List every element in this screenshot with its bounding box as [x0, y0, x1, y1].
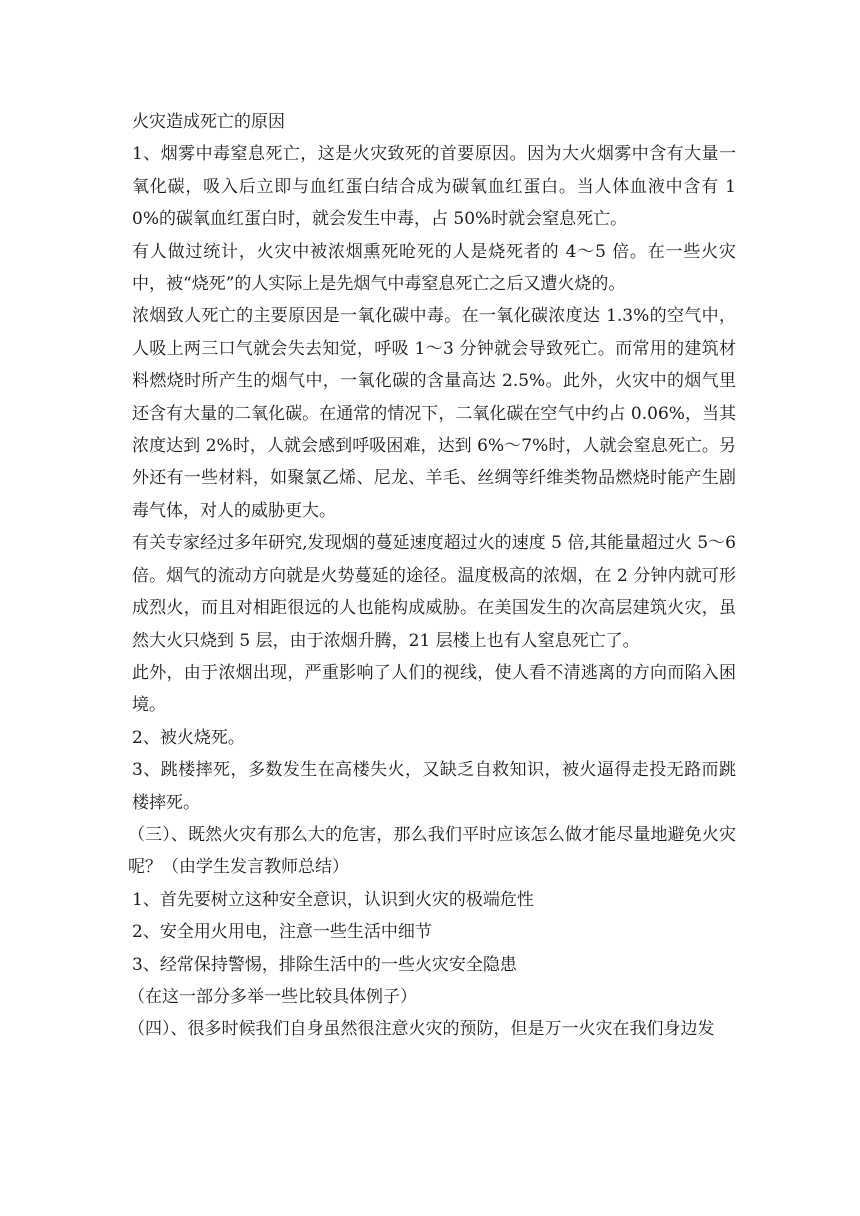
- paragraph-smoke-poisoning: 1、烟雾中毒窒息死亡，这是火灾致死的首要原因。因为大火烟雾中含有大量一氧化碳，吸入后立即与血红蛋白结合成为碳氧血红蛋白。当人体血液中含有 10%的碳氧血红蛋白时，就会发生中毒，占 50%时就会窒息死亡。: [132, 144, 736, 230]
- paragraph-examples-note: （在这一部分多举一些比较具体例子）: [128, 986, 417, 1007]
- section-heading: 火灾造成死亡的原因: [132, 112, 285, 132]
- list-item-safe-use: 2、安全用火用电，注意一些生活中细节: [132, 922, 432, 943]
- paragraph-burned: 2、被火烧死。: [132, 727, 245, 748]
- list-item-vigilance: 3、经常保持警惕，排除生活中的一些火灾安全隐患: [132, 954, 517, 975]
- list-item-awareness: 1、首先要树立这种安全意识，认识到火灾的极端危性: [132, 889, 534, 910]
- paragraph-section-three: （三）、既然火灾有那么大的危害，那么我们平时应该怎么做才能尽量地避免火灾呢？（由学生发言教师总结）: [128, 824, 736, 878]
- paragraph-section-four: （四）、很多时候我们自身虽然很注意火灾的预防，但是万一火灾在我们身边发: [128, 1019, 715, 1040]
- paragraph-smoke-speed: 有关专家经过多年研究,发现烟的蔓延速度超过火的速度 5 倍,其能量超过火 5～6 倍。烟气的流动方向就是火势蔓延的途径。温度极高的浓烟，在 2 分钟内就可形成烈火，而且对相距很远的人也能构成威胁。在美国发生的次高层建筑火灾，虽然大火只烧到 5 层，由于浓烟升腾，21 层楼上也有人窒息死亡了。: [132, 533, 736, 651]
- paragraph-carbon-monoxide: 浓烟致人死亡的主要原因是一氧化碳中毒。在一氧化碳浓度达 1.3%的空气中，人吸上两三口气就会失去知觉，呼吸 1～3 分钟就会导致死亡。而常用的建筑材料燃烧时所产生的烟气中，一氧化碳的含量高达 2.5%。此外，火灾中的烟气里还含有大量的二氧化碳。在通常的情况下，二氧化碳在空气中约占 0.06%，当其浓度达到 2%时，人就会感到呼吸困难，达到 6%～7%时，人就会窒息死亡。另外还有一些材料，如聚氯乙烯、尼龙、羊毛、丝绸等纤维类物品燃烧时能产生剧毒气体，对人的威胁更大。: [132, 306, 736, 521]
- paragraph-visibility: 此外，由于浓烟出现，严重影响了人们的视线，使人看不清逃离的方向而陷入困境。: [132, 662, 736, 716]
- paragraph-statistics: 有人做过统计，火灾中被浓烟熏死呛死的人是烧死者的 4～5 倍。在一些火灾中，被“烧死”的人实际上是先烟气中毒窒息死亡之后又遭火烧的。: [132, 241, 736, 295]
- paragraph-jumping: 3、跳楼摔死，多数发生在高楼失火，又缺乏自救知识，被火逼得走投无路而跳楼摔死。: [132, 760, 736, 813]
- document-page: [128, 106, 736, 1046]
